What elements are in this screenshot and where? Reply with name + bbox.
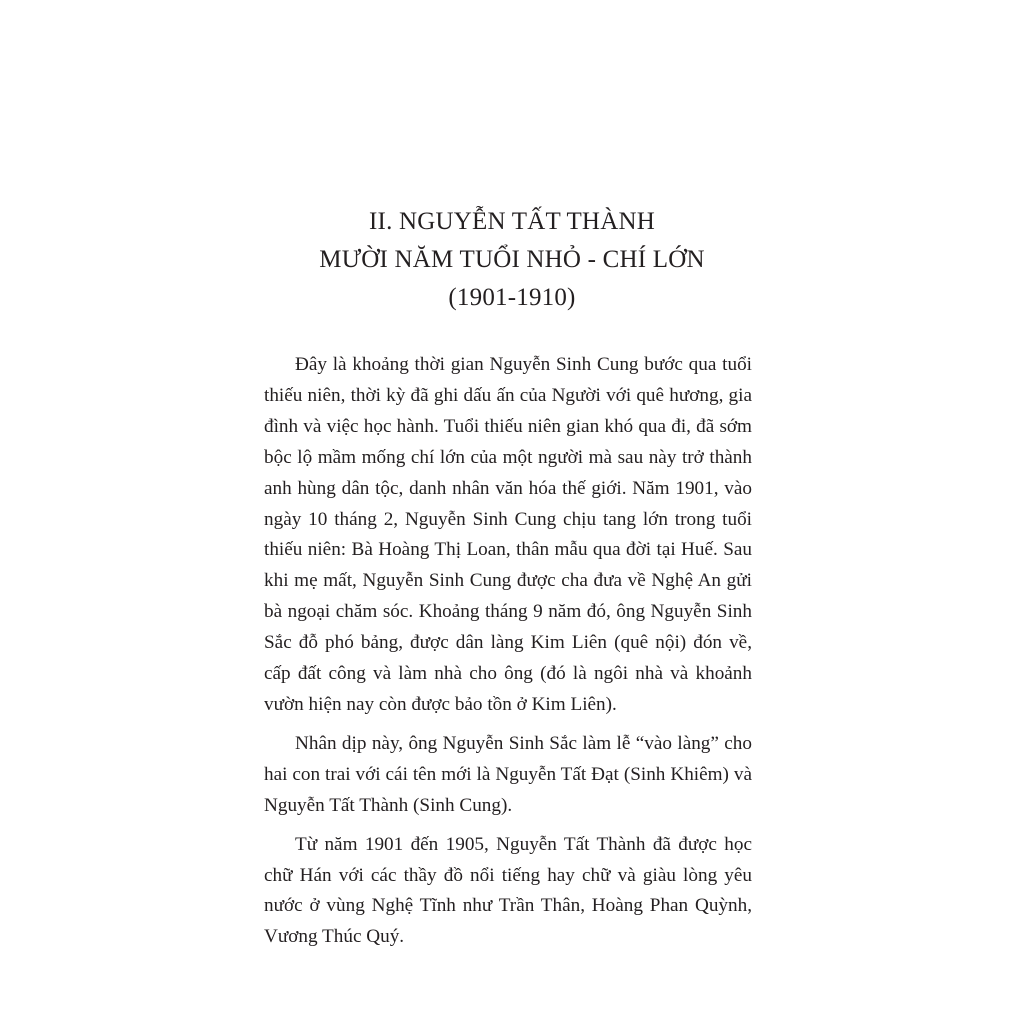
paragraph-3: Từ năm 1901 đến 1905, Nguyễn Tất Thành đã được học chữ Hán với các thầy đồ nổi tiếng hay chữ và giàu lòng yêu nước ở vùng Nghệ Tĩnh như Trần Thân, Hoàng Phan Quỳnh, Vương Thúc Quý. (264, 833, 752, 948)
paragraph-2: Nhân dịp này, ông Nguyễn Sinh Sắc làm lễ “vào làng” cho hai con trai với cái tên mới là Nguyễn Tất Đạt (Sinh Khiêm) và Nguyễn Tất Thành (Sinh Cung). (264, 732, 752, 816)
paragraph-1: Đây là khoảng thời gian Nguyễn Sinh Cung bước qua tuổi thiếu niên, thời kỳ đã ghi dấu ấn của Người với quê hương, gia đình và việc học hành. Tuổi thiếu niên gian khó qua đi, đã sớm bộc lộ mầm mống chí lớn của một người mà sau này trở thành anh hùng dân tộc, danh nhân văn hóa thế giới. Năm 1901, vào ngày 10 tháng 2, Nguyễn Sinh Cung chịu tang lớn trong tuổi thiếu niên: Bà Hoàng Thị Loan, thân mẫu qua đời tại Huế. Sau khi mẹ mất, Nguyễn Sinh Cung được cha đưa về Nghệ An gửi bà ngoại chăm sóc. Khoảng tháng 9 năm đó, ông Nguyễn Sinh Sắc đỗ phó bảng, được dân làng Kim Liên (quê nội) đón về, cấp đất công và làm nhà cho ông (đó là ngôi nhà và khoảnh vườn hiện nay còn được bảo tồn ở Kim Liên). (264, 354, 752, 715)
chapter-heading (0, 203, 1024, 317)
chapter-date-range: (1901-1910) (448, 284, 576, 311)
chapter-title-line-1: II. NGUYỄN TẤT THÀNH (369, 208, 655, 235)
body-text (264, 350, 752, 961)
chapter-title-line-2: MƯỜI NĂM TUỔI NHỎ - CHÍ LỚN (319, 246, 705, 273)
